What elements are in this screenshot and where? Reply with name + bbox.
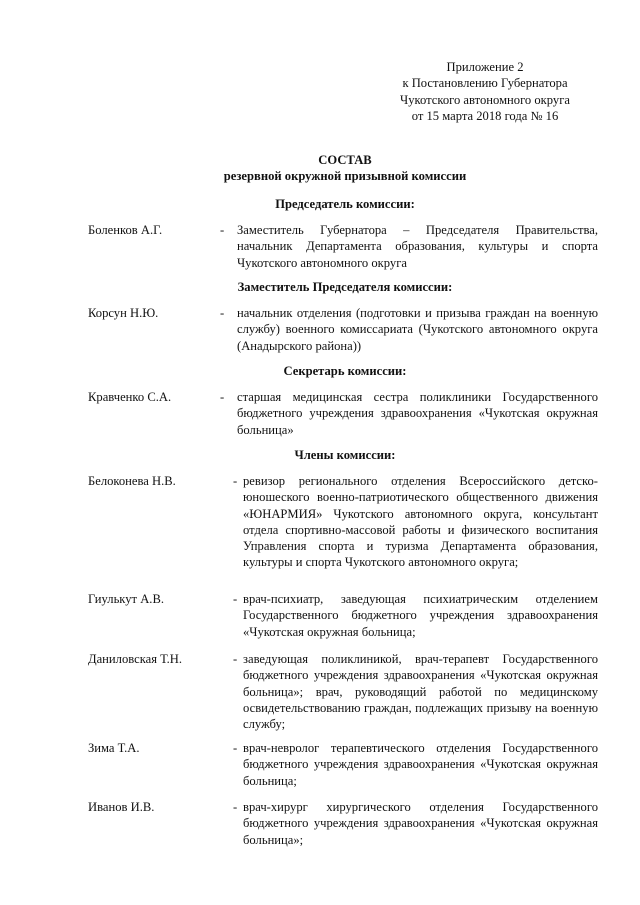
member-name: Корсун Н.Ю. bbox=[88, 306, 159, 320]
section-heading-deputy: Заместитель Председателя комиссии: bbox=[237, 280, 453, 294]
member-description: Заместитель Губернатора – Председателя Правительства, начальник Департамента образования, культуры и спорта Чукотского автономного округа bbox=[237, 223, 598, 270]
member-description: врач-психиатр, заведующая психиатрическим отделением Государственного бюджетного учреждения здравоохранения «Чукотская окружная больница; bbox=[243, 592, 598, 639]
member-name: Гиулькут А.В. bbox=[88, 592, 164, 606]
appendix-line-4: от 15 марта 2018 года № 16 bbox=[411, 108, 559, 123]
member-name: Кравченко С.А. bbox=[88, 390, 172, 404]
section-heading-chair: Председатель комиссии: bbox=[275, 197, 415, 211]
member-description: начальник отделения (подготовки и призыва граждан на военную службу) военного комиссариата (Чукотского автономного округа (Анадырского района)) bbox=[237, 306, 598, 353]
member-description: ревизор регионального отделения Всероссийского детско-юношеского военно-патриотического общественного движения «ЮНАРМИЯ» Чукотского автономного округа, консультант отдела спортивно-массовой работы и физического воспитания Управления спорта и туризма Департамента образования, культуры и спорта Чукотского автономного округа; bbox=[243, 474, 598, 570]
member-description: врач-хирург хирургического отделения Государственного бюджетного учреждения здравоохранения «Чукотская окружная больница»; bbox=[243, 800, 598, 847]
member-description: врач-невролог терапевтического отделения Государственного бюджетного учреждения здравоохранения «Чукотская окружная больница; bbox=[243, 741, 598, 788]
appendix-line-2: к Постановлению Губернатора bbox=[402, 76, 568, 91]
document-title: СОСТАВ bbox=[318, 153, 372, 167]
member-name: Даниловская Т.Н. bbox=[88, 652, 182, 666]
document-subtitle: резервной окружной призывной комиссии bbox=[223, 169, 467, 183]
appendix-line-3: Чукотского автономного округа bbox=[400, 92, 570, 107]
appendix-block bbox=[380, 59, 590, 124]
section-heading-secretary: Секретарь комиссии: bbox=[283, 364, 407, 378]
member-description: заведующая поликлиникой, врач-терапевт Государственного бюджетного учреждения здравоохранения «Чукотская окружная больница»; врач, руководящий работой по медицинскому освидетельствованию граждан, подлежащих призыву на военную службу; bbox=[243, 652, 598, 732]
member-name: Боленков А.Г. bbox=[88, 223, 163, 237]
member-dash: - bbox=[233, 800, 238, 814]
member-dash: - bbox=[220, 223, 225, 237]
member-name: Зима Т.А. bbox=[88, 741, 140, 755]
member-dash: - bbox=[220, 390, 225, 404]
member-dash: - bbox=[233, 474, 238, 488]
member-name: Иванов И.В. bbox=[88, 800, 155, 814]
appendix-line-1: Приложение 2 bbox=[446, 60, 524, 74]
member-name: Белоконева Н.В. bbox=[88, 474, 176, 488]
member-dash: - bbox=[220, 306, 225, 320]
member-dash: - bbox=[233, 741, 238, 755]
member-dash: - bbox=[233, 652, 238, 666]
section-heading-members: Члены комиссии: bbox=[294, 448, 396, 462]
member-description: старшая медицинская сестра поликлиники Государственного бюджетного учреждения здравоохранения «Чукотская окружная больница» bbox=[237, 390, 598, 437]
member-dash: - bbox=[233, 592, 238, 606]
